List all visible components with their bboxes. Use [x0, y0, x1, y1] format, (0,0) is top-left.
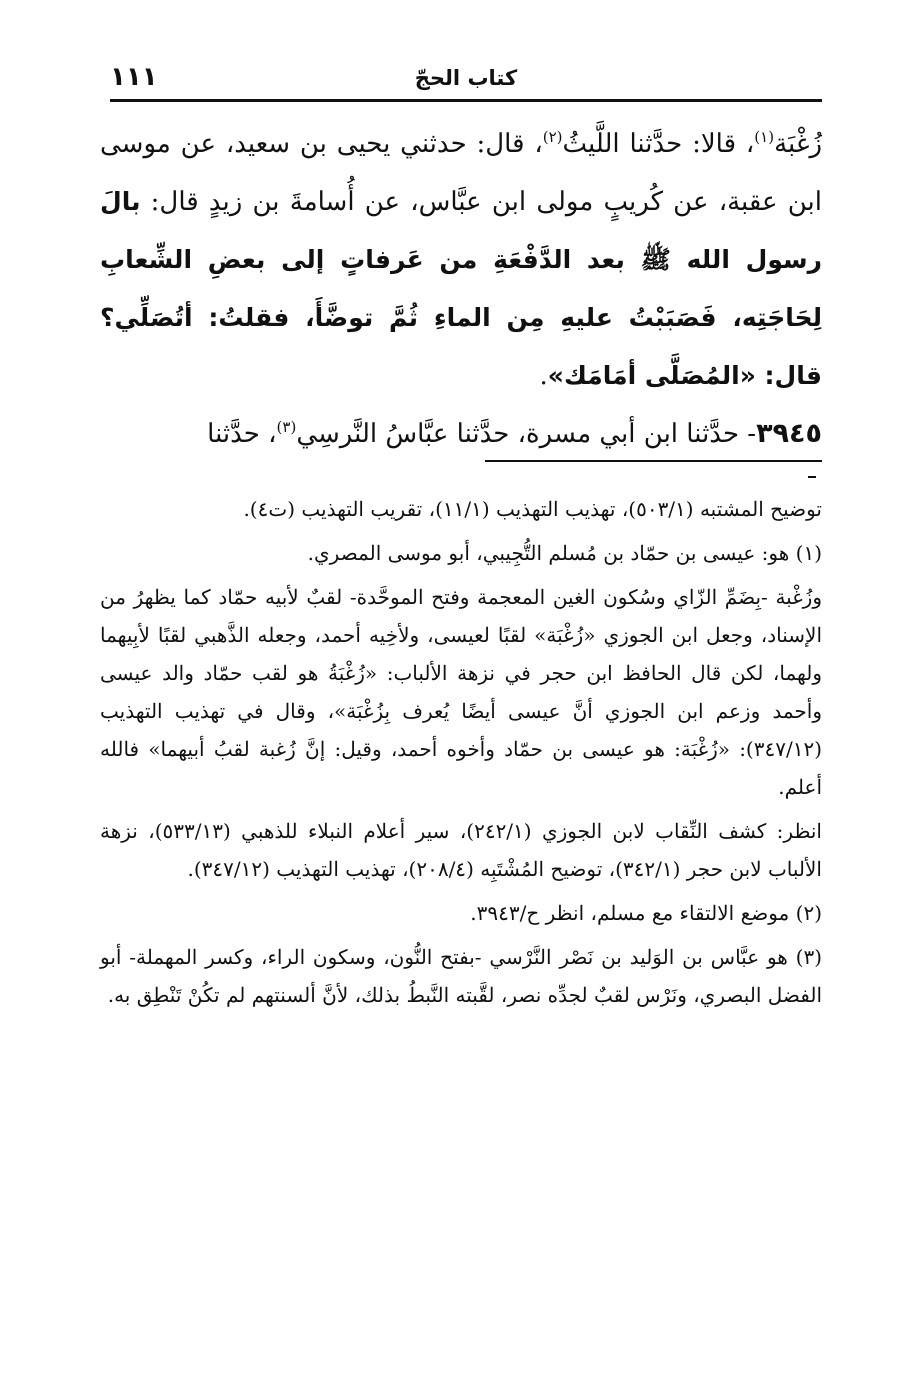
main-text — [100, 116, 822, 463]
text-run: زُغْبَة — [774, 129, 822, 159]
hadith-paragraph-continued — [100, 116, 822, 405]
text-run: - حدَّثنا ابن أبي مسرة، حدَّثنا عبَّاسُ النَّرسِي — [296, 419, 757, 449]
hadith-matn: بالَ رسول الله ﷺ بعد الدَّفْعَةِ من عَرفاتٍ إلى بعضِ الشِّعابِ لِحَاجَتِه، فَصَبَبْتُ عليهِ مِن الماءِ ثُمَّ توضَّأَ، فقلتُ: أتُصَلِّي؟ قال: «المُصَلَّى أمَامَك» — [100, 187, 822, 390]
footnote-ref-3: (٣) — [276, 418, 297, 436]
page-header — [110, 62, 822, 96]
footnote-continuation-mark — [808, 476, 816, 478]
page-number: ١١١ — [110, 62, 158, 92]
text-run: ، قالا: حدَّثنا اللَّيثُ — [562, 129, 755, 159]
footnote-3: (٣) هو عبَّاس بن الوَليد بن نَصْر النَّرْسي -بفتح النُّون، وسكون الراء، وكسر المهملة- أبو الفضل البصري، ونَرْس لقبٌ لجدِّه نصر، لقَّبته النَّبطُ بذلك، لأنَّ ألسنتهم لم تكُنْ تَنْطِق به. — [100, 945, 822, 1007]
footnote-continuation: توضيح المشتبه (٥٠٣/١)، تهذيب التهذيب (١١/١)، تقريب التهذيب (ت٤). — [243, 497, 822, 521]
footnote-1-references: انظر: كشف النِّقاب لابن الجوزي (٢٤٢/١)، سير أعلام النبلاء للذهبي (٥٣٣/١٣)، نزهة الألباب لابن حجر (٣٤٢/١)، توضيح المُشْتَبِه (٢٠٨/٤)، تهذيب التهذيب (٣٤٧/١٢). — [100, 819, 822, 881]
footnote-1-paragraph: وزُغْبة -بِضَمِّ الزّاي وسُكون الغين المعجمة وفتح الموحَّدة- لقبٌ لأبيه حمّاد كما يظهرُ من الإسناد، وجعل ابن الجوزي «زُغْبَة» لقبًا لعيسى، ولأخِيه أحمد، وجعله الذَّهبي لقبًا لأبِيهما ولهما، لكن قال الحافظ ابن حجر في نزهة الألباب: «زُغْبَةُ هو لقب حمّاد والد عيسى وأحمد وزعم ابن الجوزي أنَّ عيسى أيضًا يُعرف بِزُغْبَة»، وقال في تهذيب التهذيب (٣٤٧/١٢): «زُغْبَة: هو عيسى بن حمّاد وأخوه أحمد، وقيل: إنَّ زُغبة لقبُ أبيهما» فالله أعلم. — [100, 585, 823, 799]
footnote-ref-2: (٢) — [542, 128, 563, 146]
header-rule — [110, 99, 822, 102]
footnote-ref-1: (١) — [754, 128, 775, 146]
hadith-paragraph — [100, 405, 822, 463]
text-run: ، حدَّثنا — [207, 419, 277, 449]
footnotes — [100, 490, 822, 1020]
hadith-number: ٣٩٤٥ — [756, 418, 822, 449]
footnote-2: (٢) موضع الالتقاء مع مسلم، انظر ح/٣٩٤٣. — [470, 901, 822, 925]
footnote-separator — [485, 460, 822, 462]
chapter-title: كتاب الحجّ — [414, 66, 518, 90]
footnote-1: (١) هو: عيسى بن حمّاد بن مُسلم التُّجِيبي، أبو موسى المصري. — [307, 541, 822, 565]
text-run: . — [539, 361, 548, 391]
text-run: ، قال: حدثني يحيى بن سعيد، عن موسى ابن عقبة، عن كُريبٍ مولى ابن عبَّاس، عن أُسامةَ بن زيدٍ قال: — [100, 129, 822, 217]
